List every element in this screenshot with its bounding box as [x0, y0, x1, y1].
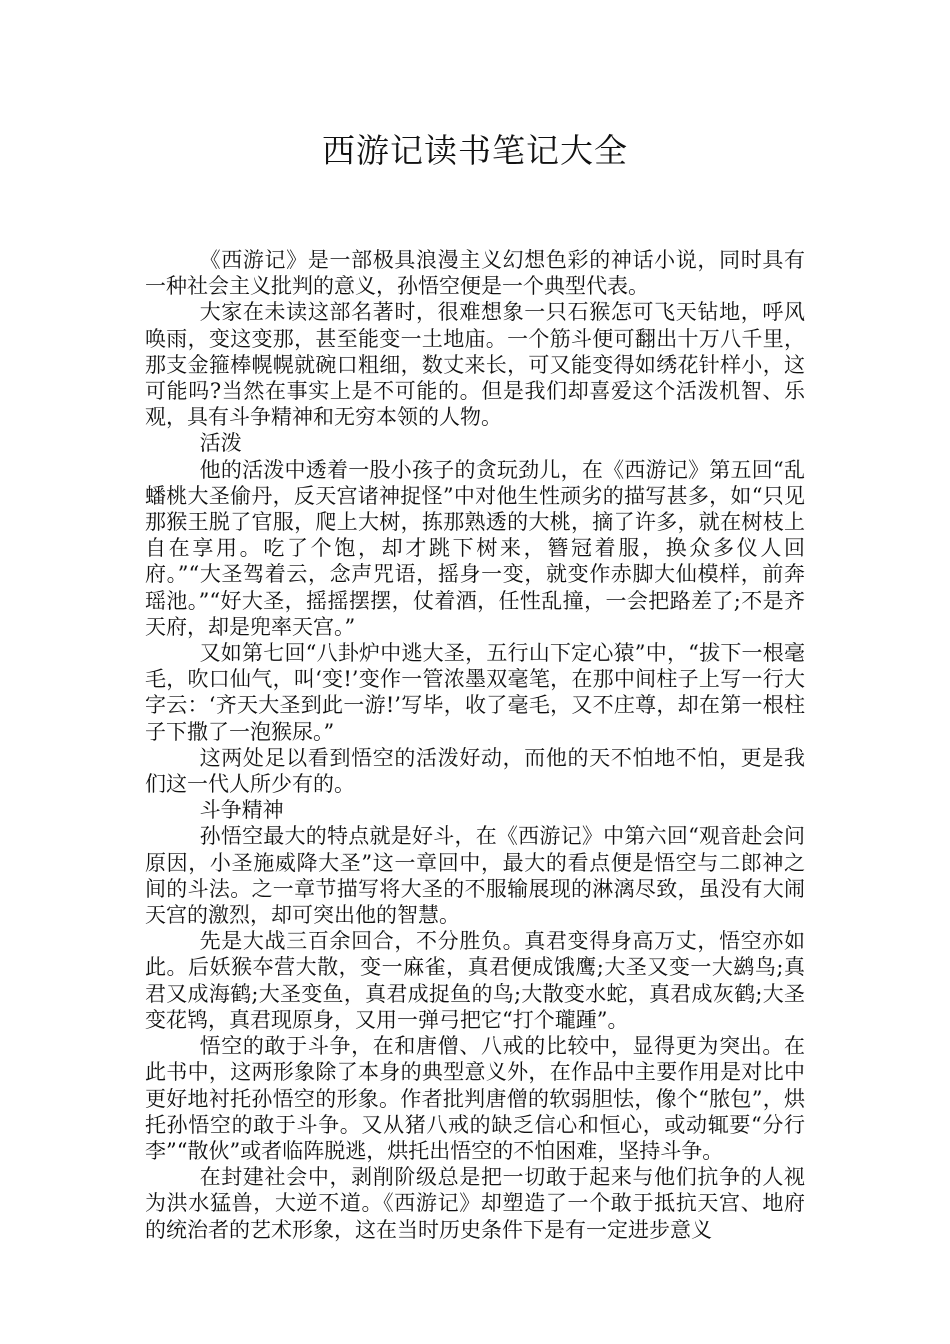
paragraph-lively-chapter-five: 他的活泼中透着一股小孩子的贪玩劲儿，在《西游记》第五回“乱蟠桃大圣偷丹，反天宫诸神捉怪”中对他生性顽劣的描写甚多，如“只见那猴王脱了官服，爬上大树，拣那熟透的大桃，摘了许多，就在树枝上自在享用。吃了个饱，却才跳下树来，簪冠着服，换众多仪人回府。”“大圣驾着云，念声咒语，摇身一变，就变作赤脚大仙模样，前奔瑶池。”“好大圣，摇摇摆摆，仗着酒，任性乱撞，一会把路差了;不是齐天府，却是兜率天宫。”	[145, 457, 805, 639]
paragraph-feudal-society: 在封建社会中，剥削阶级总是把一切敢于起来与他们抗争的人视为洪水猛兽，大逆不道。《西游记》却塑造了一个敢于抵抗天宫、地府的统治者的艺术形象，这在当时历史条件下是有一定进步意义	[145, 1165, 805, 1242]
document-body	[145, 247, 805, 1243]
section-heading-fighting-spirit: 斗争精神	[199, 798, 284, 823]
paragraph-imagination: 大家在未读这部名著时，很难想象一只石猴怎可飞天钻地，呼风唤雨，变这变那，甚至能变一土地庙。一个筋斗便可翻出十万八千里，那支金箍棒幌幌就碗口粗细，数丈来长，可又能变得如绣花针样小，这可能吗?当然在事实上是不可能的。但是我们却喜爱这个活泼机智、乐观，具有斗争精神和无穷本领的人物。	[145, 300, 805, 430]
section-heading-lively: 活泼	[199, 431, 242, 456]
paragraph-lively-chapter-seven: 又如第七回“八卦炉中逃大圣，五行山下定心猿”中，“拔下一根毫毛，吹口仙气，叫‘变!’变作一管浓墨双毫笔，在那中间柱子上写一行大字云：‘齐天大圣到此一游!’写毕，收了毫毛，又不庄尊，却在第一根柱子下撒了一泡猴尿。”	[145, 641, 805, 744]
paragraph-comparison: 悟空的敢于斗争，在和唐僧、八戒的比较中，显得更为突出。在此书中，这两形象除了本身的典型意义外，在作品中主要作用是对比中更好地衬托孙悟空的形象。作者批判唐僧的软弱胆怯，像个“脓包”，烘托孙悟空的敢于斗争。又从猪八戒的缺乏信心和恒心，或动辄要“分行李”“散伙”或者临阵脱逃，烘托出悟空的不怕困难，坚持斗争。	[145, 1034, 805, 1163]
paragraph-lively-summary: 这两处足以看到悟空的活泼好动，而他的天不怕地不怕，更是我们这一代人所少有的。	[145, 745, 805, 797]
paragraph-transformation-battle: 先是大战三百余回合，不分胜负。真君变得身高万丈，悟空亦如此。后妖猴夲营大散，变一麻雀，真君便成饿鹰;大圣又变一大鹚鸟;真君又成海鹤;大圣变鱼，真君成捉鱼的鸟;大散变水蛇，真君成灰鹤;大圣变花鸨，真君现原身，又用一弹弓把它“打个瓏踵”。	[145, 929, 805, 1032]
paragraph-intro: 《西游记》是一部极具浪漫主义幻想色彩的神话小说，同时具有一种社会主义批判的意义，孙悟空便是一个典型代表。	[145, 248, 805, 299]
document-title: 西游记读书笔记大全	[322, 131, 628, 170]
paragraph-fighting-chapter-six: 孙悟空最大的特点就是好斗，在《西游记》中第六回“观音赴会问原因，小圣施威降大圣”这一章回中，最大的看点便是悟空与二郎神之间的斗法。之一章节描写将大圣的不服输展现的淋漓尽致，虽没有大闹天宫的激烈，却可突出他的智慧。	[145, 824, 805, 928]
